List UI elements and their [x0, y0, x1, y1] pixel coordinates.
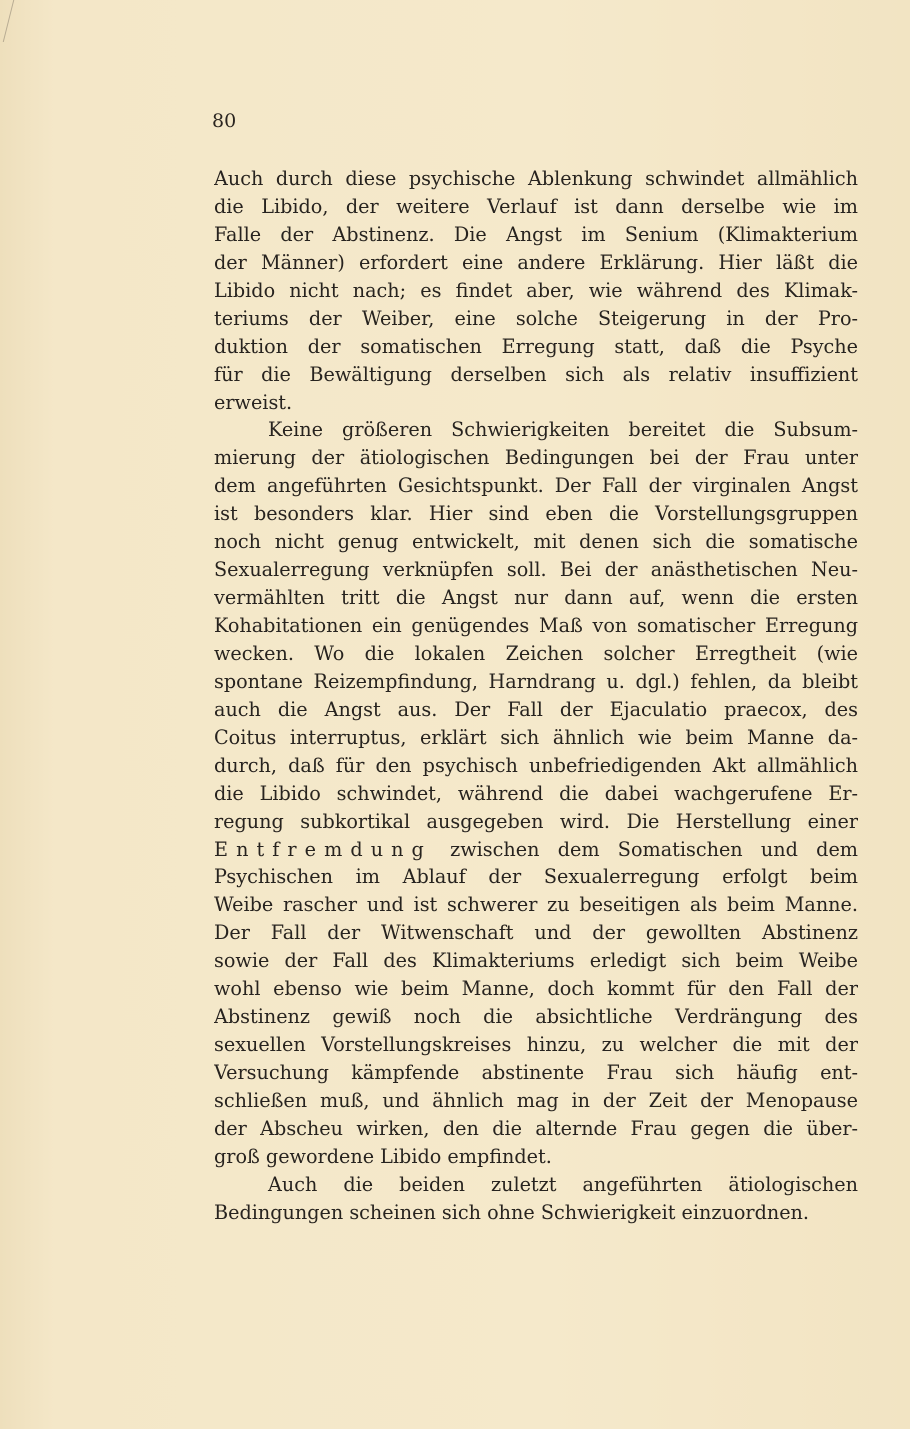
text-line: mierung der ätiologischen Bedingungen bei der Frau unter: [214, 446, 858, 470]
text-line: Falle der Abstinenz. Die Angst im Senium (Klimakterium: [214, 222, 858, 246]
text-line: Versuchung kämpfende abstinente Frau sich häufig ent-: [214, 1061, 858, 1084]
text-line: duktion der somatischen Erregung statt, daß die Psyche: [214, 334, 858, 358]
text-line: Psychischen im Ablauf der Sexualerregung erfolgt beim: [214, 865, 858, 889]
text-line: Coitus interruptus, erklärt sich ähnlich wie beim Manne da-: [214, 725, 858, 749]
text-line: Auch die beiden zuletzt angeführten ätiologischen: [268, 1172, 858, 1196]
text-line: die Libido schwindet, während die dabei wachgerufene Er-: [214, 781, 858, 805]
spaced-emphasis: Entfremdung: [214, 837, 432, 861]
text-line: durch, daß für den psychisch unbefriedigenden Akt allmählich: [214, 753, 858, 777]
text-line: Abstinenz gewiß noch die absichtliche Verdrängung des: [214, 1005, 858, 1029]
margin-pencil-mark: [3, 0, 28, 42]
text-line: wohl ebenso wie beim Manne, doch kommt für den Fall der: [214, 977, 858, 1001]
text-line: schließen muß, und ähnlich mag in der Zeit der Menopause: [214, 1088, 858, 1112]
text-line: Bedingungen scheinen sich ohne Schwierigkeit einzuordnen.: [214, 1200, 810, 1224]
text-line: der Abscheu wirken, den die alternde Frau gegen die über-: [214, 1116, 858, 1140]
text-line: ist besonders klar. Hier sind eben die Vorstellungsgruppen: [214, 502, 858, 526]
body-text: [214, 165, 858, 1227]
text-line: Auch durch diese psychische Ablenkung schwindet allmählich: [214, 167, 858, 190]
text-line: spontane Reizempfindung, Harndrang u. dgl.) fehlen, da bleibt: [214, 669, 858, 693]
text-line: dem angeführten Gesichtspunkt. Der Fall der virginalen Angst: [214, 474, 858, 498]
text-line: wecken. Wo die lokalen Zeichen solcher Erregtheit (wie: [214, 641, 858, 665]
text-line: erweist.: [214, 390, 293, 414]
text-line: der Männer) erfordert eine andere Erklärung. Hier läßt die: [214, 250, 858, 274]
text-line-rest: zwischen dem Somatischen und dem: [431, 837, 858, 861]
text-line: Weibe rascher und ist schwerer zu beseitigen als beim Manne.: [214, 893, 858, 917]
text-line: für die Bewältigung derselben sich als relativ insuffizient: [214, 362, 858, 386]
text-line: noch nicht genug entwickelt, mit denen sich die somatische: [214, 530, 858, 554]
text-line: regung subkortikal ausgegeben wird. Die Herstellung einer: [214, 809, 858, 833]
text-line: auch die Angst aus. Der Fall der Ejaculatio praecox, des: [214, 697, 858, 721]
page-number: 80: [212, 110, 237, 132]
text-line: Libido nicht nach; es findet aber, wie während des Klimak-: [214, 278, 858, 302]
text-line: sowie der Fall des Klimakteriums erledigt sich beim Weibe: [214, 949, 858, 973]
text-line: Keine größeren Schwierigkeiten bereitet die Subsum-: [268, 418, 858, 442]
text-line: groß gewordene Libido empfindet.: [214, 1144, 552, 1168]
text-line: vermählten tritt die Angst nur dann auf, wenn die ersten: [214, 586, 858, 610]
text-line: teriums der Weiber, eine solche Steigerung in der Pro-: [214, 306, 858, 330]
text-line-spaced: [214, 836, 858, 864]
text-line: sexuellen Vorstellungskreises hinzu, zu welcher die mit der: [214, 1033, 858, 1057]
text-line: Kohabitationen ein genügendes Maß von somatischer Erregung: [214, 614, 858, 637]
text-line: Der Fall der Witwenschaft und der gewollten Abstinenz: [214, 921, 858, 945]
text-line: Sexualerregung verknüpfen soll. Bei der anästhetischen Neu-: [214, 558, 858, 582]
text-line: die Libido, der weitere Verlauf ist dann derselbe wie im: [214, 194, 858, 218]
